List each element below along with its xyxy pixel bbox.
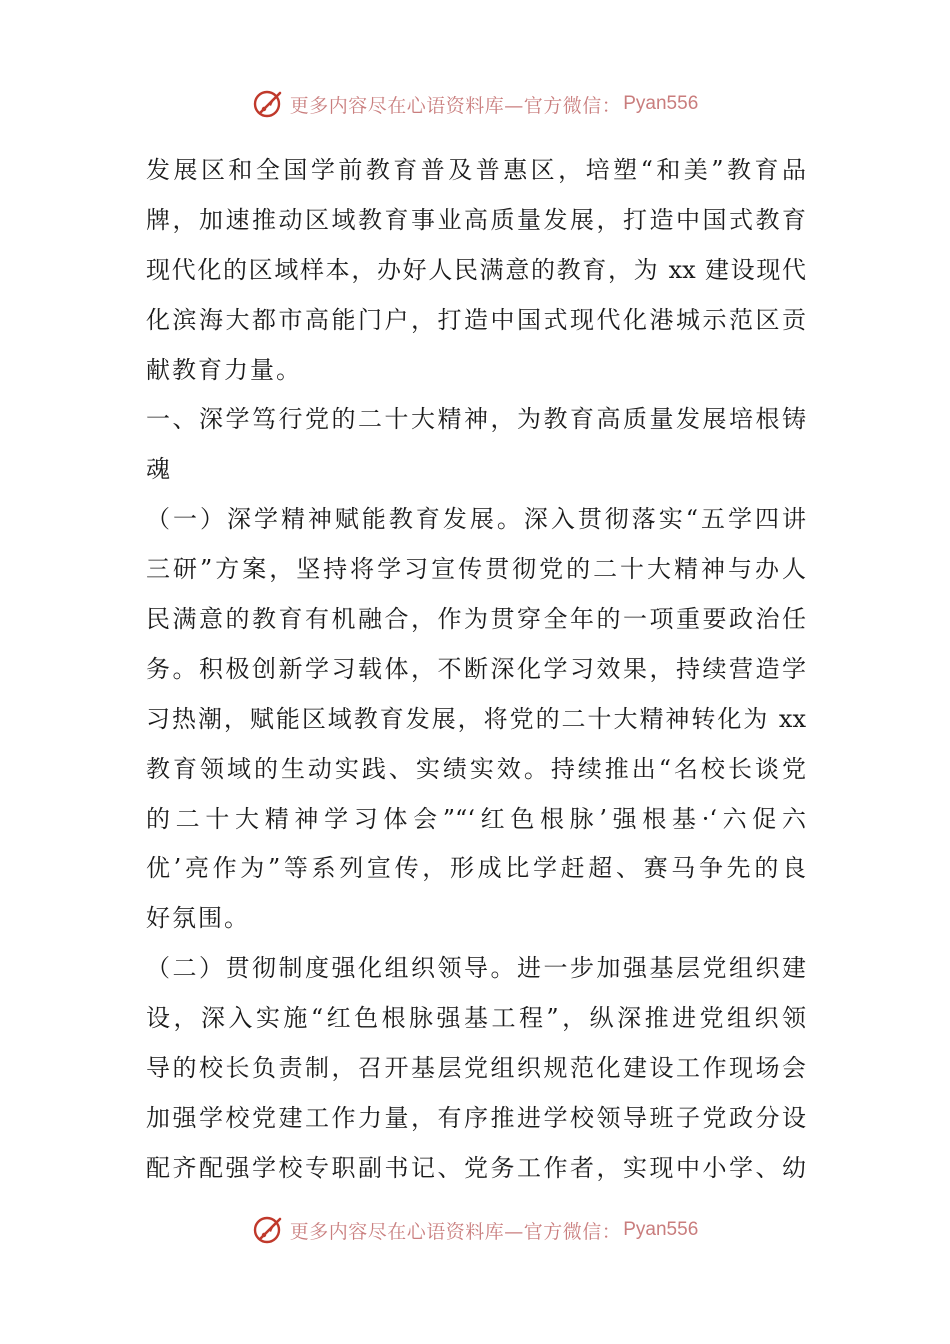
text-line: 加强学校党建工作力量，有序推进学校领导班子党政分设 — [146, 1103, 806, 1132]
text-line: 的二十大精神学习体会”“‘红色根脉’强根基·‘六促六 — [146, 804, 806, 833]
text-line: 牌，加速推动区域教育事业高质量发展，打造中国式教育 — [146, 205, 806, 234]
text-line: 导的校长负责制，召开基层党组织规范化建设工作现场会 — [146, 1054, 806, 1083]
watermark-wechat-id: Pyan556 — [623, 93, 699, 114]
text-line: 民满意的教育有机融合，作为贯穿全年的一项重要政治任 — [146, 605, 806, 634]
text-line: 好氛围。 — [146, 904, 250, 933]
text-line: 配齐配强学校专职副书记、党务工作者，实现中小学、幼 — [146, 1153, 806, 1182]
section-heading-line: 魂 — [146, 455, 172, 484]
text-line: 三研”方案，坚持将学习宣传贯彻党的二十大精神与办人 — [146, 555, 806, 584]
text-line: 发展区和全国学前教育普及普惠区，培塑“和美”教育品 — [146, 156, 806, 184]
watermark-text: 更多内容尽在心语资料库—官方微信： — [289, 1220, 622, 1243]
text-line: 现代化的区域样本，办好人民满意的教育，为 xx 建设现代 — [146, 255, 806, 284]
text-line: 优’亮作为”等系列宣传，形成比学赶超、赛马争先的良 — [146, 854, 806, 883]
header-watermark — [0, 84, 950, 124]
watermark-wechat-id: Pyan556 — [623, 1219, 699, 1240]
footer-watermark — [0, 1210, 950, 1250]
text-line: 习热潮，赋能区域教育发展，将党的二十大精神转化为 xx — [146, 704, 806, 733]
quill-logo-icon — [252, 1213, 286, 1247]
quill-logo-icon — [252, 87, 286, 121]
watermark-text: 更多内容尽在心语资料库—官方微信： — [289, 94, 622, 117]
text-line: 设，深入实施“红色根脉强基工程”，纵深推进党组织领 — [146, 1004, 806, 1033]
text-line: 务。积极创新学习载体，不断深化学习效果，持续营造学 — [146, 654, 806, 683]
text-line: 化滨海大都市高能门户，打造中国式现代化港城示范区贡 — [146, 305, 806, 334]
document-body — [146, 146, 806, 1194]
section-heading-line: 一、深学笃行党的二十大精神，为教育高质量发展培根铸 — [146, 405, 806, 434]
text-line: （一）深学精神赋能教育发展。深入贯彻落实“五学四讲 — [146, 505, 806, 534]
text-line: 教育领域的生动实践、实绩实效。持续推出“名校长谈党 — [146, 754, 806, 783]
text-line: （二）贯彻制度强化组织领导。进一步加强基层党组织建 — [146, 954, 806, 983]
text-line: 献教育力量。 — [146, 355, 302, 384]
